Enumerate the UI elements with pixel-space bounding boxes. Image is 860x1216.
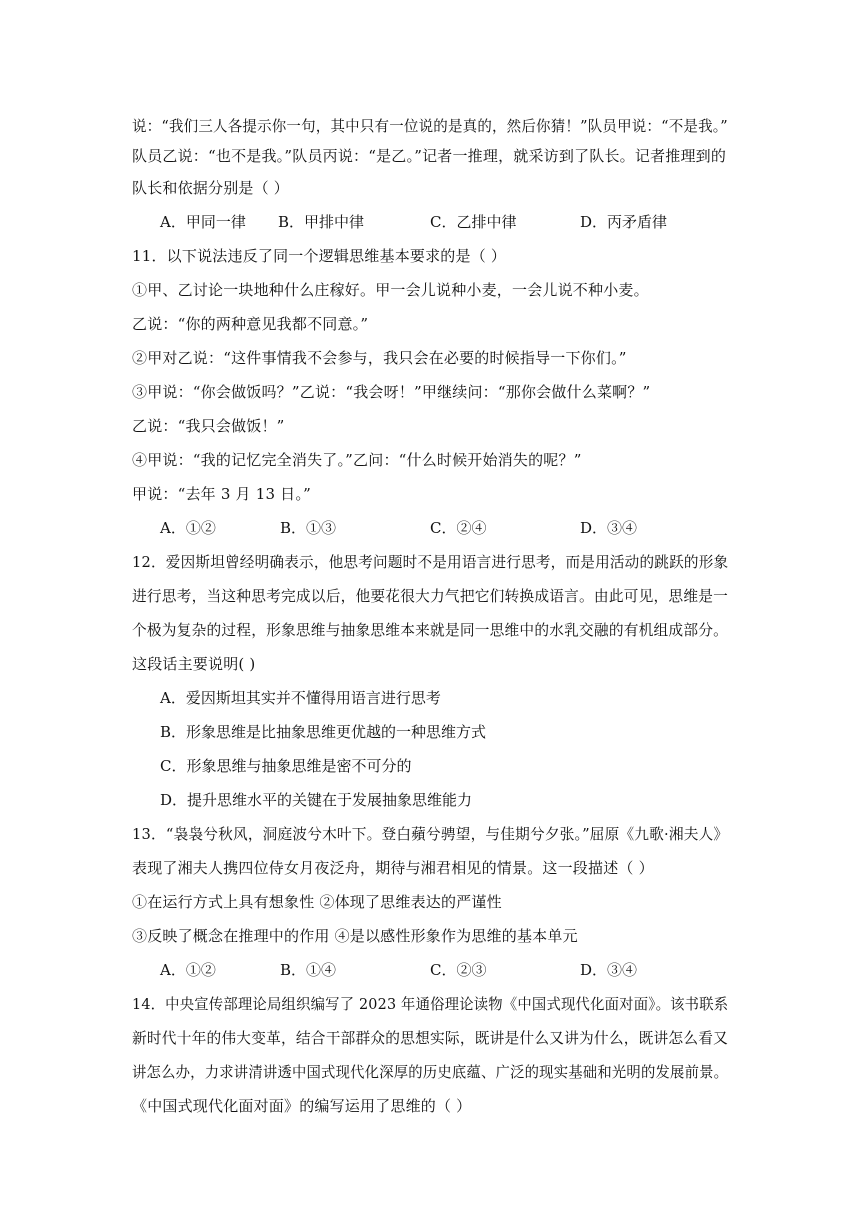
q14-line-3: 讲怎么办，力求讲清讲透中国式现代化深厚的历史底蕴、广泛的现实基础和光明的发展前景。: [132, 1063, 729, 1081]
q11-line-3: 乙说：“你的两种意见我都不同意。”: [132, 315, 369, 333]
q11-line-7: ④甲说：“我的记忆完全消失了。”乙问：“什么时候开始消失的呢？”: [132, 451, 582, 469]
q12-option-d: D．提升思维水平的关键在于发展抽象思维能力: [160, 791, 473, 809]
q12-option-c: C．形象思维与抽象思维是密不可分的: [160, 757, 412, 775]
q12-stem: 12．爱因斯坦曾经明确表示，他思考问题时不是用语言进行思考，而是用活动的跳跃的形象: [132, 553, 729, 571]
q12-line-2: 进行思考，当这种思考完成以后，他要花很大力气把它们转换成语言。由此可见，思维是一: [132, 587, 729, 605]
q13-option-a: A．①②: [160, 961, 216, 979]
q10-line-3: 队长和依据分别是（ ）: [132, 179, 289, 197]
q11-stem: 11．以下说法违反了同一个逻辑思维基本要求的是（ ）: [132, 247, 507, 265]
q13-option-d: D．③④: [580, 961, 638, 979]
q14-line-2: 新时代十年的伟大变革，结合干部群众的思想实际，既讲是什么又讲为什么，既讲怎么看又: [132, 1029, 729, 1047]
q12-line-3: 个极为复杂的过程，形象思维与抽象思维本来就是同一思维中的水乳交融的有机组成部分。: [132, 621, 729, 639]
q14-line-4: 《中国式现代化面对面》的编写运用了思维的（ ）: [132, 1097, 472, 1115]
q13-line-2: 表现了湘夫人携四位侍女月夜泛舟，期待与湘君相见的情景。这一段描述（ ）: [132, 859, 654, 877]
q11-line-5: ③甲说：“你会做饭吗？”乙说：“我会呀！”甲继续问：“那你会做什么菜啊？”: [132, 383, 651, 401]
q11-option-a: A．①②: [160, 519, 216, 537]
q11-line-6: 乙说：“我只会做饭！”: [132, 417, 285, 435]
q13-stem: 13．“袅袅兮秋风，洞庭波兮木叶下。登白蘋兮骋望，与佳期兮夕张。”屈原《九歌·湘夫人》: [132, 825, 729, 843]
q11-option-b: B．①③: [280, 519, 337, 537]
q10-line-1: 说：“我们三人各提示你一句，其中只有一位说的是真的，然后你猜！”队员甲说：“不是我。”: [132, 117, 728, 135]
q10-option-b: B．甲排中律: [278, 213, 365, 231]
q10-line-2: 队员乙说：“也不是我。”队员丙说：“是乙。”记者一推理，就采访到了队长。记者推理到的: [132, 147, 727, 165]
q12-option-a: A．爱因斯坦其实并不懂得用语言进行思考: [160, 689, 441, 707]
q10-option-c: C．乙排中律: [430, 213, 517, 231]
q11-option-d: D．③④: [580, 519, 638, 537]
q13-line-3: ①在运行方式上具有想象性 ②体现了思维表达的严谨性: [132, 893, 502, 911]
q10-option-d: D．丙矛盾律: [580, 213, 668, 231]
q11-line-2: ①甲、乙讨论一块地种什么庄稼好。甲一会儿说种小麦，一会儿说不种小麦。: [132, 281, 649, 299]
q13-option-b: B．①④: [280, 961, 337, 979]
q10-option-a: A．甲同一律: [160, 213, 246, 231]
q13-option-c: C．②③: [430, 961, 487, 979]
q14-stem: 14．中央宣传部理论局组织编写了 2023 年通俗理论读物《中国式现代化面对面》。该书联系: [132, 995, 729, 1013]
q11-line-8: 甲说：“去年 3 月 13 日。”: [132, 485, 311, 503]
q13-line-4: ③反映了概念在推理中的作用 ④是以感性形象作为思维的基本单元: [132, 927, 578, 945]
q12-option-b: B．形象思维是比抽象思维更优越的一种思维方式: [160, 723, 487, 741]
q11-option-c: C．②④: [430, 519, 487, 537]
q12-line-4: 这段话主要说明( ): [132, 655, 256, 673]
q11-line-4: ②甲对乙说：“这件事情我不会参与，我只会在必要的时候指导一下你们。”: [132, 349, 627, 367]
